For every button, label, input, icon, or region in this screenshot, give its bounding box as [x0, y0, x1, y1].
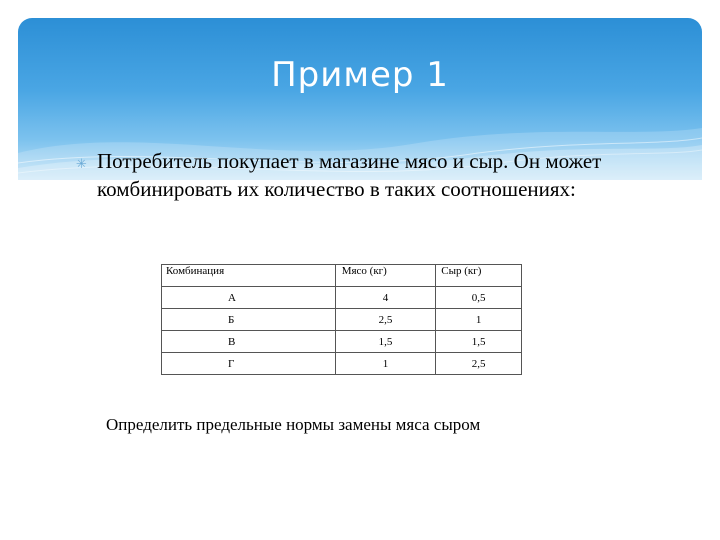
table-header-cell: Мясо (кг) — [335, 265, 436, 287]
table-cell: 2,5 — [335, 309, 436, 331]
table-cell: 4 — [335, 287, 436, 309]
table-cell: А — [162, 287, 336, 309]
table-cell: 1,5 — [335, 331, 436, 353]
table-cell: Г — [162, 353, 336, 375]
table-header-cell: Сыр (кг) — [436, 265, 522, 287]
asterisk-bullet-icon: ✳ — [76, 157, 87, 172]
table-cell: 1 — [335, 353, 436, 375]
question-text: Определить предельные нормы замены мяса сыром — [106, 415, 481, 434]
table-cell: 0,5 — [436, 287, 522, 309]
slide-title: Пример 1 — [271, 55, 449, 95]
table-row — [162, 353, 522, 375]
table-row — [162, 331, 522, 353]
table-cell: В — [162, 331, 336, 353]
table-header-row — [162, 265, 522, 287]
table-header-cell: Комбинация — [162, 265, 336, 287]
table-cell: Б — [162, 309, 336, 331]
table-cell: 2,5 — [436, 353, 522, 375]
data-table — [161, 264, 522, 375]
table-row — [162, 287, 522, 309]
bullet-text: Потребитель покупает в магазине мясо и сыр. Он может комбинировать их количество в таких соотношениях: — [97, 149, 602, 201]
table-cell: 1 — [436, 309, 522, 331]
table-cell: 1,5 — [436, 331, 522, 353]
table-row — [162, 309, 522, 331]
